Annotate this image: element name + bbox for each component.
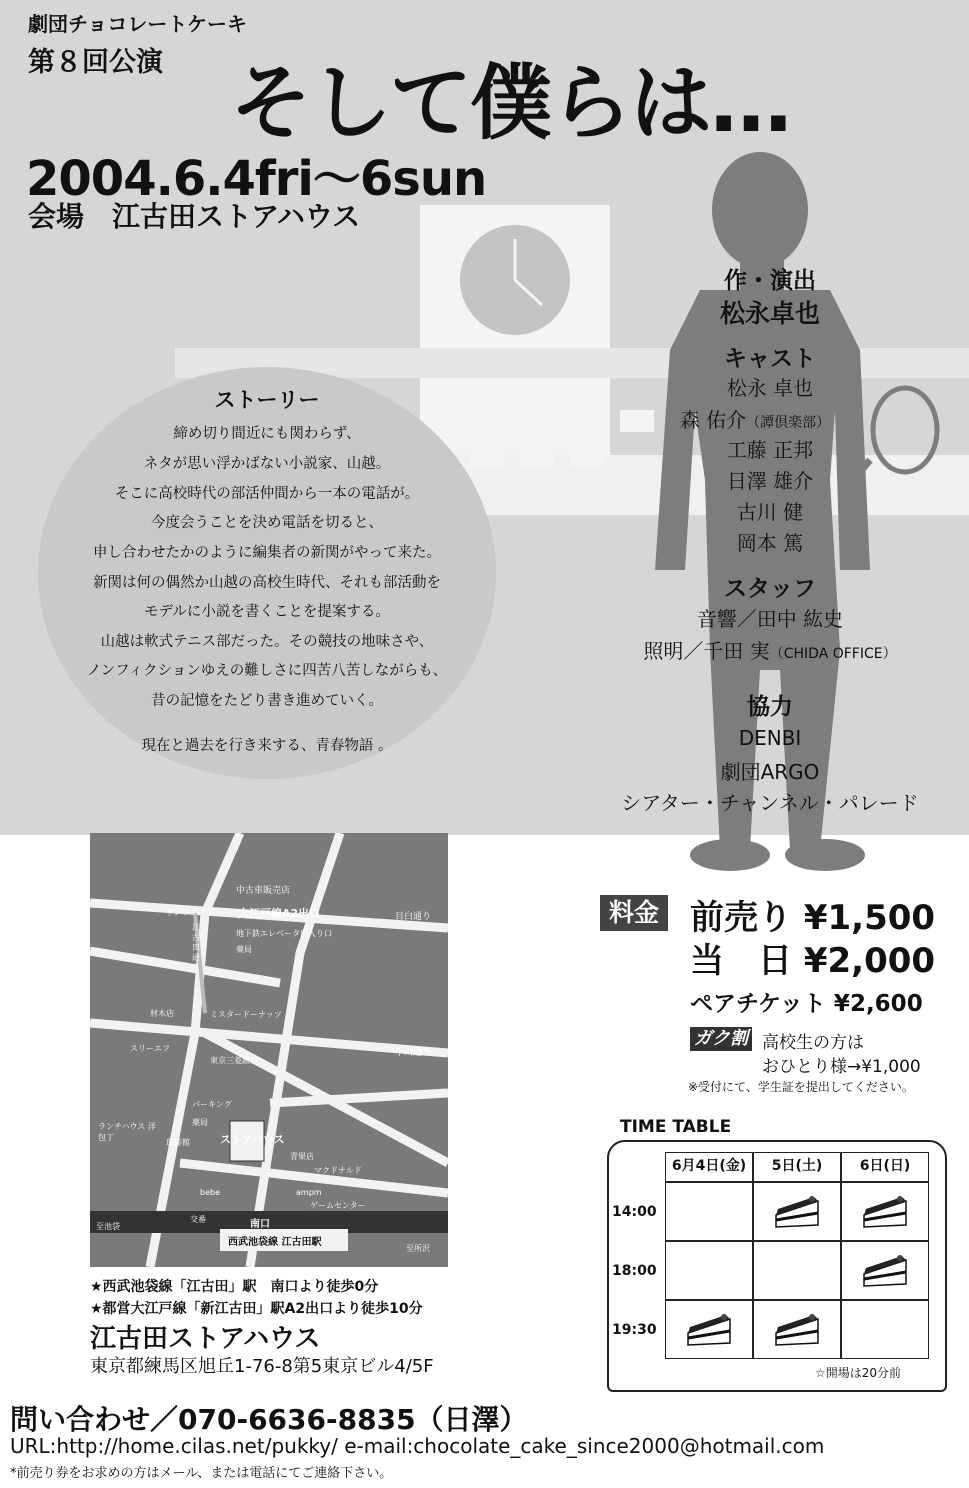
cast-member: 岡本 篤	[736, 531, 804, 555]
access-map	[90, 833, 448, 1267]
story-line: そこに高校時代の部活仲間から一本の電話が。	[114, 486, 420, 502]
student-discount-label: ガク割	[690, 1027, 752, 1051]
story-line: ノンフィクションゆえの難しさに四苦八苦しながらも、	[86, 663, 448, 679]
venue-name: 江古田ストアハウス	[90, 1324, 321, 1354]
cake-icon	[774, 1313, 820, 1347]
map-label: 青果店	[290, 1152, 314, 1161]
map-label: ampm	[296, 1188, 322, 1197]
map-label: 江古田通り	[192, 923, 200, 972]
timetable-cell	[753, 1182, 841, 1241]
access-line: ★西武池袋線「江古田」駅 南口より徒歩0分	[90, 1279, 379, 1295]
timetable-cell	[753, 1241, 841, 1300]
timetable-day-header: 6日(日)	[841, 1152, 929, 1182]
map-label: マクドナルド	[314, 1166, 362, 1175]
clock-icon	[460, 225, 570, 335]
map-label: 地下鉄エレベータ出入り口	[236, 929, 332, 938]
map-label-venue: ストアハウス	[220, 1133, 285, 1146]
cake-icon	[862, 1254, 908, 1288]
staff-member: 照明／千田 実	[643, 639, 770, 663]
cast-affiliation: （譚倶楽部）	[746, 415, 831, 431]
play-title: そして僕らは…	[230, 56, 791, 151]
performance-number: 第８回公演	[28, 47, 163, 78]
inquiry-phone: 問い合わせ／070-6636-8835（日澤）	[10, 1403, 528, 1436]
venue-address: 東京都練馬区旭丘1-76-8第5東京ビル4/5F	[90, 1356, 434, 1377]
price-door: 当 日 ¥2,000	[690, 941, 936, 981]
map-label: 中古車販売店	[236, 886, 291, 896]
story-line: 昔の記憶をたどり書き進めていく。	[151, 693, 383, 709]
performance-dates: 2004.6.4fri〜6sun	[26, 151, 487, 207]
cast-member: 日澤 雄介	[726, 469, 814, 493]
map-label: スリーエフ	[130, 1044, 170, 1053]
map-label: パーキング	[192, 1100, 232, 1109]
cast-heading: キャスト	[724, 346, 816, 372]
cake-icon	[862, 1195, 908, 1229]
map-label: 目白通り	[395, 912, 432, 922]
cake-icon	[774, 1195, 820, 1229]
map-label: ミスタードーナッツ	[210, 1010, 282, 1019]
story-line: 申し合わせたかのように編集者の新関がやって来た。	[93, 545, 441, 561]
map-label: 大江戸線A2出口	[238, 907, 321, 920]
map-label: 薬局	[192, 1118, 208, 1127]
map-label-station: 西武池袋線 江古田駅	[228, 1237, 322, 1248]
story-line: 今度会うことを決め電話を切ると、	[151, 515, 383, 531]
venue-label: 会場 江古田ストアハウス	[28, 200, 361, 233]
price-pair: ペアチケット ¥2,600	[690, 991, 923, 1017]
map-label: 至所沢	[406, 1244, 430, 1253]
support-org: シアター・チャンネル・パレード	[621, 791, 919, 815]
timetable-time: 14:00	[612, 1204, 657, 1220]
staff-member-with-note	[620, 635, 920, 664]
staff-affiliation: （CHIDA OFFICE）	[769, 646, 897, 662]
price-label: 料金	[600, 895, 668, 931]
timetable-time: 18:00	[612, 1263, 657, 1279]
staff-member: 音響／田中 紘史	[696, 607, 844, 631]
story-line: ネタが思い浮かばない小説家、山越。	[143, 456, 391, 472]
cake-icon	[686, 1313, 732, 1347]
story-line: 山越は軟式テニス部だった。その競技の地味さや、	[100, 634, 434, 650]
map-label: 東京三菱銀行	[210, 1056, 258, 1065]
student-discount-line: おひとり様→¥1,000	[762, 1057, 921, 1077]
contact-url-email: URL:http://home.cilas.net/pukky/ e-mail:chocolate_cake_since2000@hotmail.com	[10, 1434, 825, 1458]
map-label: 薬局	[236, 945, 252, 954]
map-label: 千川通り	[395, 1048, 432, 1058]
map-label: ゲームセンター	[310, 1201, 366, 1210]
cast-member: 松永 卓也	[726, 376, 814, 400]
support-heading: 協力	[747, 694, 793, 720]
staff-heading: スタッフ	[724, 576, 816, 602]
timetable-cell	[841, 1241, 929, 1300]
access-line: ★都営大江戸線「新江古田」駅A2出口より徒歩10分	[90, 1301, 423, 1317]
price-advance: 前売り ¥1,500	[690, 898, 936, 938]
map-label: ランチハウス 洋包丁	[98, 1122, 156, 1142]
timetable-title: TIME TABLE	[620, 1117, 732, 1137]
timetable-time: 19:30	[612, 1322, 657, 1338]
map-label: 南口	[250, 1219, 270, 1230]
map-label: サンクス	[165, 908, 201, 918]
story-title: ストーリー	[214, 388, 320, 412]
support-org: 劇団ARGO	[720, 760, 820, 784]
story-line: 現在と過去を行き来する、青春物語 。	[141, 738, 393, 754]
map-label: 至池袋	[96, 1222, 120, 1231]
writer-director-name: 松永卓也	[719, 299, 820, 328]
timetable-cell	[753, 1300, 841, 1359]
cast-member-with-note	[640, 404, 870, 433]
map-label: 珈琲館	[166, 1138, 190, 1147]
timetable-cell	[665, 1300, 753, 1359]
timetable-note: ☆開場は20分前	[815, 1366, 902, 1380]
cast-member: 工藤 正邦	[726, 438, 814, 462]
timetable-cell	[841, 1182, 929, 1241]
writer-director-heading: 作・演出	[724, 268, 816, 294]
timetable-cell	[665, 1241, 753, 1300]
map-label: bebe	[200, 1188, 220, 1197]
map-label: 材木店	[150, 1009, 174, 1018]
support-org: DENBI	[738, 726, 802, 750]
story-line: 新関は何の偶然か山越の高校生時代、それも部活動を	[93, 575, 441, 591]
student-discount-line: 高校生の方は	[762, 1033, 864, 1053]
timetable-day-header: 6月4日(金)	[665, 1152, 753, 1182]
timetable-cell	[841, 1300, 929, 1359]
map-label: 交番	[190, 1215, 206, 1224]
story-line: モデルに小説を書くことを提案する。	[144, 604, 390, 620]
story-line: 締め切り間近にも関わらず、	[173, 426, 361, 442]
troupe-name: 劇団チョコレートケーキ	[28, 12, 247, 36]
cast-member: 森 佑介	[679, 408, 747, 432]
student-discount-note: ※受付にて、学生証を提出してください。	[688, 1080, 914, 1094]
timetable-cell	[665, 1182, 753, 1241]
cast-member: 古川 健	[736, 500, 804, 524]
timetable-day-header: 5日(土)	[753, 1152, 841, 1182]
footer-note: *前売り券をお求めの方はメール、または電話にてご連絡下さい。	[10, 1466, 393, 1481]
